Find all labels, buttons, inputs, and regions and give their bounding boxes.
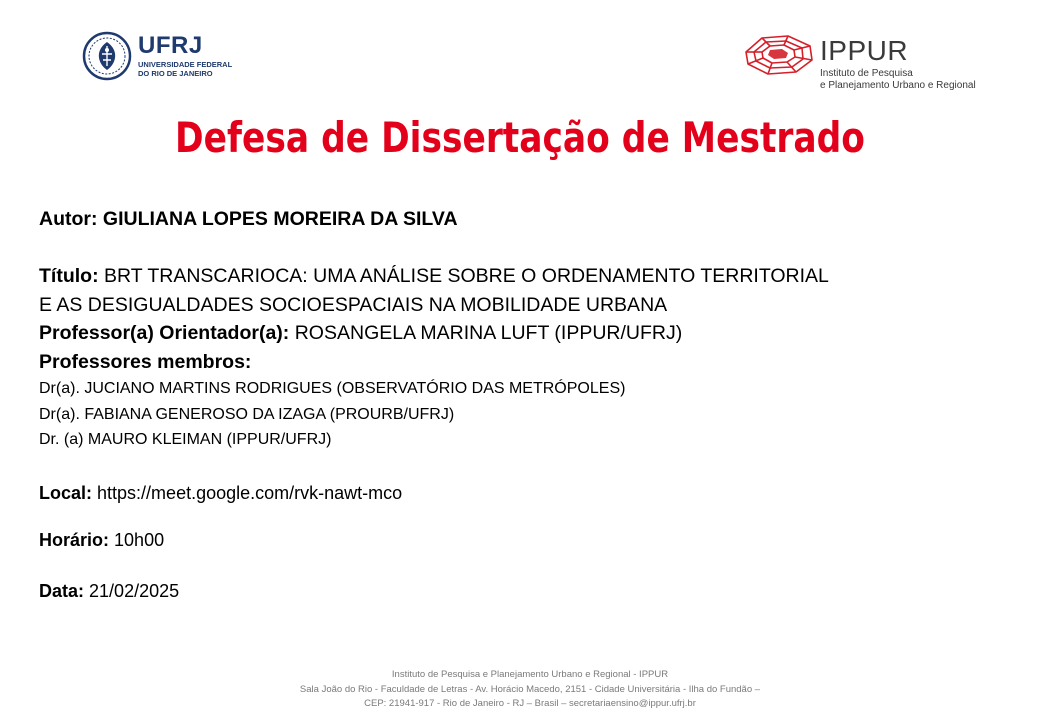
footer-line2: Sala João do Rio - Faculdade de Letras - Av. Horácio Macedo, 2151 - Cidade Universitária - Ilha do Fundão –	[299, 683, 761, 695]
ippur-subtitle	[820, 68, 976, 92]
time-label: Horário:	[39, 530, 110, 550]
author-label: Autor:	[39, 208, 98, 230]
thesis-title-line1	[39, 263, 829, 289]
ippur-mark-icon	[740, 32, 818, 76]
location-label: Local:	[39, 483, 93, 503]
footer	[0, 668, 1040, 712]
footer-line3: CEP: 21941-917 - Rio de Janeiro - RJ – Brasil – secretariaensino@ippur.ufrj.br	[364, 698, 696, 709]
member-item: Dr(a). FABIANA GENEROSO DA IZAGA (PROURB/UFRJ)	[39, 406, 455, 423]
footer-line1: Instituto de Pesquisa e Planejamento Urbano e Regional - IPPUR	[391, 669, 669, 680]
members-label: Professores membros:	[39, 351, 252, 373]
date-value: 21/02/2025	[89, 581, 180, 601]
time-value: 10h00	[114, 530, 165, 550]
ufrj-subtitle	[138, 60, 232, 78]
ippur-subtitle-line1: Instituto de Pesquisa	[820, 68, 913, 79]
ufrj-subtitle-line1: UNIVERSIDADE FEDERAL	[138, 60, 233, 69]
member-item: Dr(a). JUCIANO MARTINS RODRIGUES (OBSERVATÓRIO DAS METRÓPOLES)	[39, 380, 626, 397]
advisor-line	[39, 320, 682, 346]
author-value: GIULIANA LOPES MOREIRA DA SILVA	[102, 208, 458, 230]
date-line	[39, 579, 179, 603]
ufrj-name: UFRJ	[138, 32, 203, 59]
advisor-label: Professor(a) Orientador(a):	[39, 322, 290, 344]
ufrj-subtitle-line2: DO RIO DE JANEIRO	[138, 69, 213, 78]
author-line	[39, 206, 458, 232]
member-item: Dr. (a) MAURO KLEIMAN (IPPUR/UFRJ)	[39, 431, 332, 448]
meeting-link[interactable]: https://meet.google.com/rvk-nawt-mco	[97, 483, 403, 503]
location-line	[39, 481, 402, 505]
date-label: Data:	[39, 581, 85, 601]
ufrj-logo	[82, 30, 242, 82]
ippur-logo	[740, 30, 990, 94]
thesis-title-line2	[39, 292, 667, 318]
members-heading	[39, 349, 251, 375]
thesis-title-label: Título:	[39, 265, 99, 287]
page-title: Defesa de Dissertação de Mestrado	[175, 113, 865, 162]
ippur-subtitle-line2: e Planejamento Urbano e Regional	[820, 80, 976, 91]
thesis-title-text-line2: E AS DESIGUALDADES SOCIOESPACIAIS NA MOBILIDADE URBANA	[39, 294, 668, 316]
time-line	[39, 528, 164, 552]
ufrj-seal-icon	[82, 30, 132, 82]
ippur-name: IPPUR	[820, 35, 909, 66]
thesis-title-text-line1: BRT TRANSCARIOCA: UMA ANÁLISE SOBRE O ORDENAMENTO TERRITORIAL	[103, 265, 829, 287]
advisor-value: ROSANGELA MARINA LUFT (IPPUR/UFRJ)	[294, 322, 683, 344]
